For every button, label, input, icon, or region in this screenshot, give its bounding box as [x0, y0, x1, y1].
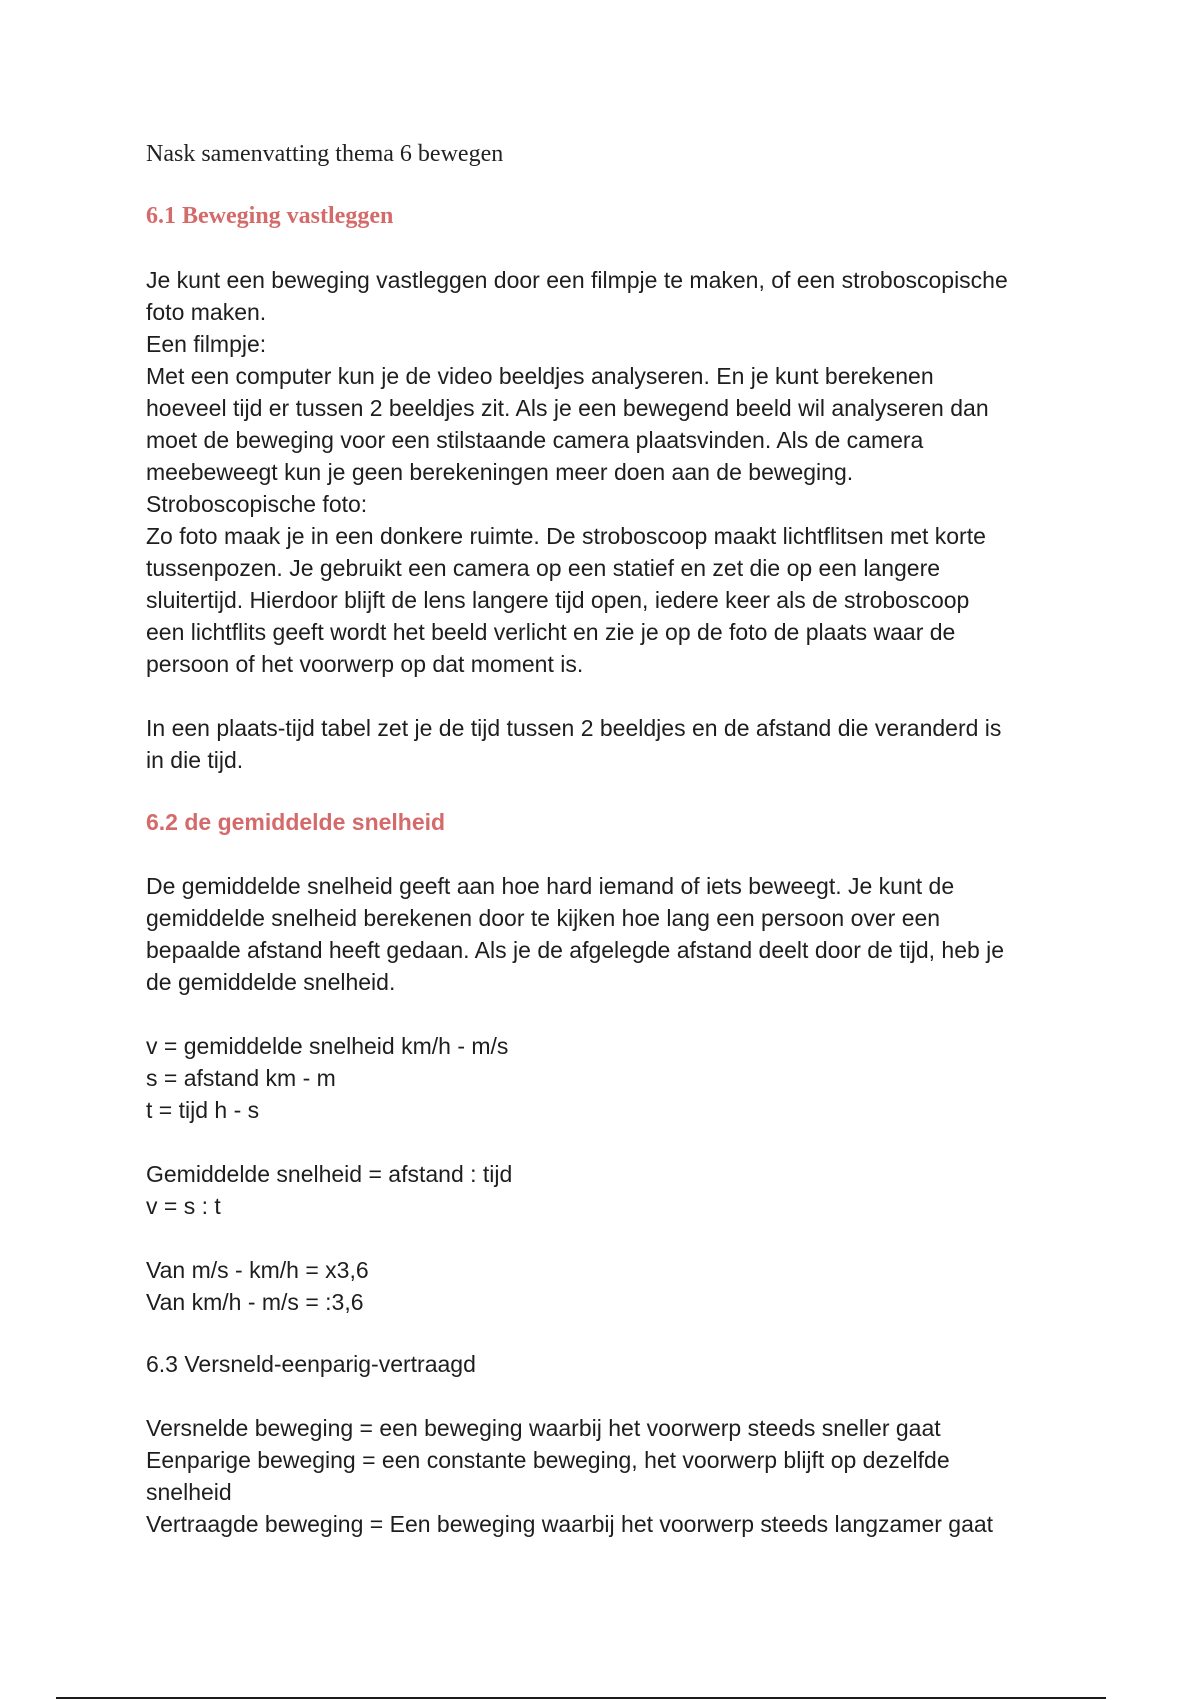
conversion-line: Van m/s - km/h = x3,6	[146, 1257, 369, 1283]
section-1-paragraph-2	[146, 712, 1066, 776]
bottom-divider	[56, 1697, 1106, 1699]
section-heading-6-1: 6.1 Beweging vastleggen	[146, 203, 394, 229]
conversion-line: Van km/h - m/s = :3,6	[146, 1289, 364, 1315]
section-heading-6-3: 6.3 Versneld-eenparig-vertraagd	[146, 1351, 476, 1377]
text-line: bepaalde afstand heeft gedaan. Als je de afgelegde afstand deelt door de tijd, heb je	[146, 937, 1005, 963]
definition-line: Eenparige beweging = een constante beweging, het voorwerp blijft op dezelfde	[146, 1447, 950, 1473]
text-line: De gemiddelde snelheid geeft aan hoe hard iemand of iets beweegt. Je kunt de	[146, 873, 955, 899]
spacer	[146, 232, 1066, 264]
spacer	[146, 680, 1066, 712]
text-line: een lichtflits geeft wordt het beeld verlicht en zie je op de foto de plaats waar de	[146, 619, 956, 645]
text-line: moet de beweging voor een stilstaande camera plaatsvinden. Als de camera	[146, 427, 924, 453]
variable-line: v = gemiddelde snelheid km/h - m/s	[146, 1033, 509, 1059]
text-line: gemiddelde snelheid berekenen door te kijken hoe lang een persoon over een	[146, 905, 941, 931]
spacer	[146, 838, 1066, 870]
document-page	[146, 138, 1066, 1540]
text-line: Een filmpje:	[146, 331, 267, 357]
definition-line: snelheid	[146, 1479, 232, 1505]
spacer	[146, 1380, 1066, 1412]
formula-line: v = s : t	[146, 1193, 221, 1219]
formula-line: Gemiddelde snelheid = afstand : tijd	[146, 1161, 513, 1187]
motion-types-list	[146, 1412, 1066, 1540]
text-line: foto maken.	[146, 299, 267, 325]
text-line: persoon of het voorwerp op dat moment is.	[146, 651, 584, 677]
text-line: Je kunt een beweging vastleggen door een filmpje te maken, of een stroboscopische	[146, 267, 1008, 293]
text-line: Stroboscopische foto:	[146, 491, 368, 517]
text-line: sluitertijd. Hierdoor blijft de lens langere tijd open, iedere keer als de stroboscoop	[146, 587, 970, 613]
text-line: tussenpozen. Je gebruikt een camera op een statief en zet die op een langere	[146, 555, 941, 581]
text-line: de gemiddelde snelheid.	[146, 969, 396, 995]
spacer	[146, 1222, 1066, 1254]
unit-conversion	[146, 1254, 1066, 1318]
text-line: in die tijd.	[146, 747, 244, 773]
section-1-paragraph-1	[146, 264, 1066, 680]
text-line: hoeveel tijd er tussen 2 beeldjes zit. Als je een bewegend beeld wil analyseren dan	[146, 395, 989, 421]
text-line: Met een computer kun je de video beeldjes analyseren. En je kunt berekenen	[146, 363, 934, 389]
spacer	[146, 1126, 1066, 1158]
definition-line: Versnelde beweging = een beweging waarbij het voorwerp steeds sneller gaat	[146, 1415, 941, 1441]
text-line: In een plaats-tijd tabel zet je de tijd tussen 2 beeldjes en de afstand die veranderd is	[146, 715, 1002, 741]
definition-line: Vertraagde beweging = Een beweging waarbij het voorwerp steeds langzamer gaat	[146, 1511, 994, 1537]
variable-definitions	[146, 1030, 1066, 1126]
text-line: meebeweegt kun je geen berekeningen meer doen aan de beweging.	[146, 459, 854, 485]
section-heading-6-2: 6.2 de gemiddelde snelheid	[146, 809, 446, 835]
section-2-paragraph-1	[146, 870, 1066, 998]
text-line: Zo foto maak je in een donkere ruimte. De stroboscoop maakt lichtflitsen met korte	[146, 523, 986, 549]
spacer	[146, 998, 1066, 1030]
document-title: Nask samenvatting thema 6 bewegen	[146, 141, 504, 167]
speed-formula	[146, 1158, 1066, 1222]
variable-line: t = tijd h - s	[146, 1097, 260, 1123]
variable-line: s = afstand km - m	[146, 1065, 336, 1091]
